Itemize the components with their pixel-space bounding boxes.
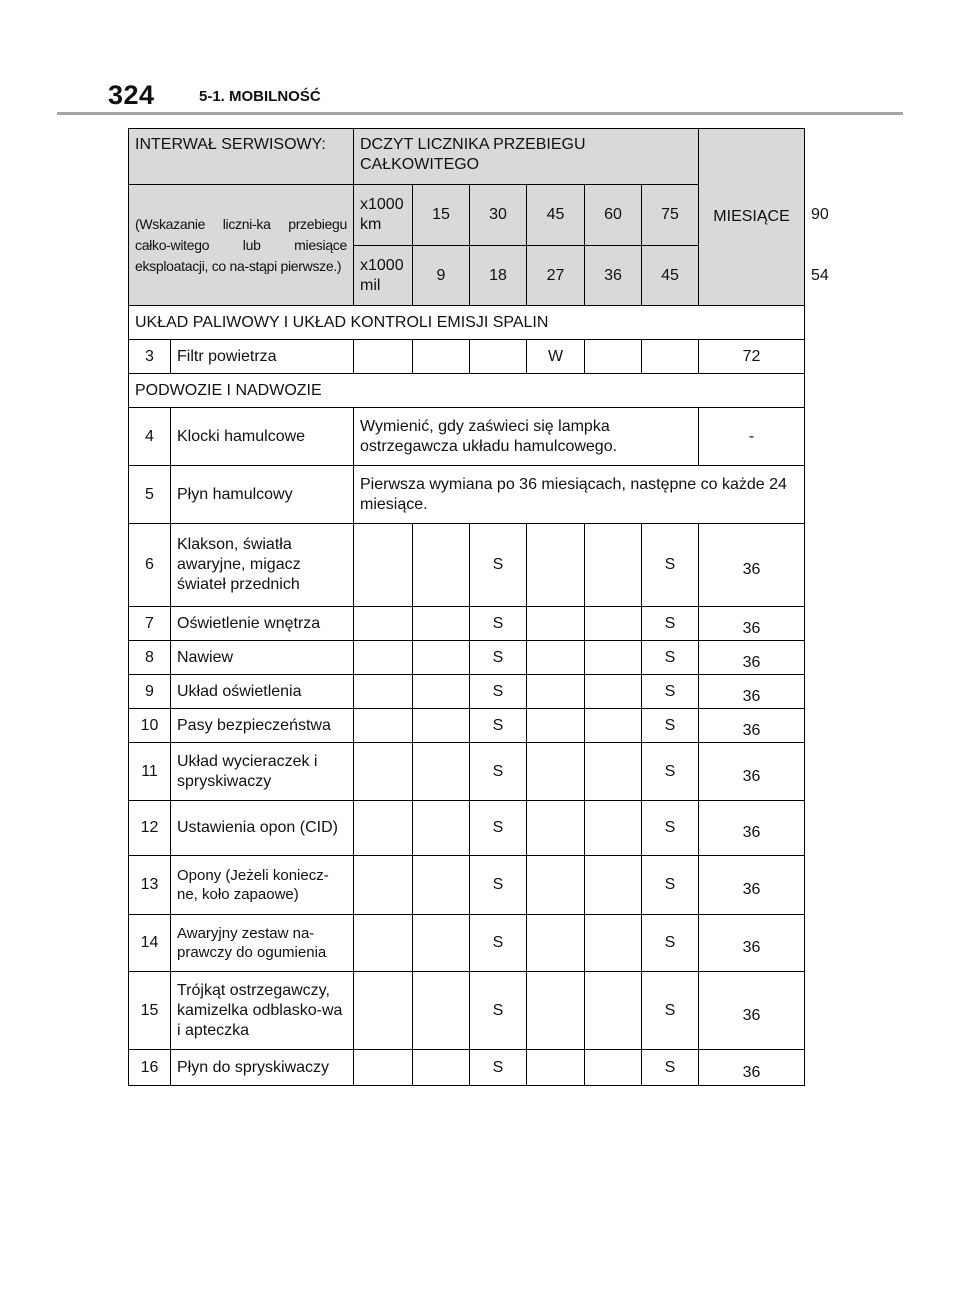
interval-mark: S [642,709,699,743]
months-value: - [699,408,805,466]
row-number: 14 [129,915,171,972]
item-name: Układ wycieraczek i spryskiwaczy [171,743,354,801]
mil-value: 18 [470,246,527,306]
section-chassis: PODWOZIE I NADWOZIE [129,374,805,408]
section-row [129,374,805,408]
interval-mark: S [470,641,527,675]
interval-note: (Wskazanie liczni-ka przebiegu całko-witego lub miesiące eksploatacji, co na-stąpi pierwsze.) [129,185,354,306]
months-value: 72 [699,340,805,374]
interval-mark: S [642,856,699,915]
table-row [129,466,805,524]
table-row [129,801,805,856]
table-row [129,675,805,709]
km-unit: x1000 km [354,185,413,246]
table-row [129,743,805,801]
section-title: 5-1. MOBILNOŚĆ [199,88,321,105]
mil-row: x1000 mil 9 18 27 36 45 54 [129,246,805,306]
section-fuel: UKŁAD PALIWOWY I UKŁAD KONTROLI EMISJI SPALIN [129,306,805,340]
km-value: 30 [470,185,527,246]
interval-mark: S [470,915,527,972]
months-value: 36 [699,856,805,915]
months-value: 36 [699,709,805,743]
table-row [129,607,805,641]
item-note: Pierwsza wymiana po 36 miesiącach, następne co każde 24 miesiące. [354,466,805,524]
section-row [129,306,805,340]
item-name: Klakson, światła awaryjne, migacz świateł przednich [171,524,354,607]
interval-label: INTERWAŁ SERWISOWY: [129,129,354,185]
item-name: Płyn do spryskiwaczy [171,1050,354,1086]
months-value: 36 [699,915,805,972]
km-value: 45 [527,185,585,246]
item-name: Awaryjny zestaw na-prawczy do ogumienia [171,915,354,972]
item-name: Filtr powietrza [171,340,354,374]
item-name: Trójkąt ostrzegawczy, kamizelka odblasko-wa i apteczka [171,972,354,1050]
months-value: 36 [699,801,805,856]
interval-mark: S [470,801,527,856]
months-value: 36 [699,641,805,675]
interval-mark: S [470,709,527,743]
row-number: 11 [129,743,171,801]
interval-mark: S [642,801,699,856]
table-row [129,340,805,374]
km-value: 60 [585,185,642,246]
item-name: Opony (Jeżeli koniecz-ne, koło zapaowe) [171,856,354,915]
km-row: (Wskazanie liczni-ka przebiegu całko-witego lub miesiące eksploatacji, co na-stąpi pierwsze.) x1000 km 15 30 45 60 75 90 [129,185,805,246]
header-divider [57,112,903,115]
row-number: 3 [129,340,171,374]
item-name: Ustawienia opon (CID) [171,801,354,856]
row-number: 6 [129,524,171,607]
row-number: 16 [129,1050,171,1086]
table-row [129,972,805,1050]
row-number: 8 [129,641,171,675]
months-value: 36 [699,675,805,709]
interval-mark: S [642,675,699,709]
months-value: 36 [699,743,805,801]
item-name: Układ oświetlenia [171,675,354,709]
table-row [129,641,805,675]
row-number: 5 [129,466,171,524]
mil-unit: x1000 mil [354,246,413,306]
table-row [129,856,805,915]
interval-mark: S [470,743,527,801]
months-value: 36 [699,607,805,641]
interval-mark: S [470,972,527,1050]
interval-mark: S [470,607,527,641]
interval-mark: S [642,524,699,607]
page-number: 324 [108,80,155,110]
interval-mark: S [642,607,699,641]
table-row [129,709,805,743]
maintenance-schedule-table [128,128,829,1086]
row-number: 7 [129,607,171,641]
interval-mark: S [642,972,699,1050]
item-name: Oświetlenie wnętrza [171,607,354,641]
table-row [129,1050,805,1086]
interval-mark: S [642,641,699,675]
item-note: Wymienić, gdy zaświeci się lampka ostrzegawcza układu hamulcowego. [354,408,699,466]
interval-mark: S [470,675,527,709]
table-row [129,524,805,607]
mil-value: 45 [642,246,699,306]
months-value: 36 [699,972,805,1050]
interval-mark: S [642,743,699,801]
item-name: Klocki hamulcowe [171,408,354,466]
interval-mark: S [470,856,527,915]
header-row [129,129,805,185]
interval-mark: W [527,340,585,374]
mil-value: 27 [527,246,585,306]
mil-value: 9 [413,246,470,306]
interval-mark: S [470,1050,527,1086]
months-label: MIESIĄCE [699,129,805,306]
interval-mark: S [642,915,699,972]
row-number: 13 [129,856,171,915]
months-value: 36 [699,1050,805,1086]
table-row [129,408,805,466]
odometer-label: DCZYT LICZNIKA PRZEBIEGU CAŁKOWITEGO [354,129,699,185]
km-value: 75 [642,185,699,246]
mil-value: 36 [585,246,642,306]
interval-mark: S [642,1050,699,1086]
km-value: 15 [413,185,470,246]
table-row [129,915,805,972]
row-number: 10 [129,709,171,743]
item-name: Pasy bezpieczeństwa [171,709,354,743]
item-name: Nawiew [171,641,354,675]
row-number: 9 [129,675,171,709]
page-header [108,80,903,110]
row-number: 15 [129,972,171,1050]
interval-mark: S [470,524,527,607]
item-name: Płyn hamulcowy [171,466,354,524]
row-number: 4 [129,408,171,466]
months-value: 36 [699,524,805,607]
row-number: 12 [129,801,171,856]
